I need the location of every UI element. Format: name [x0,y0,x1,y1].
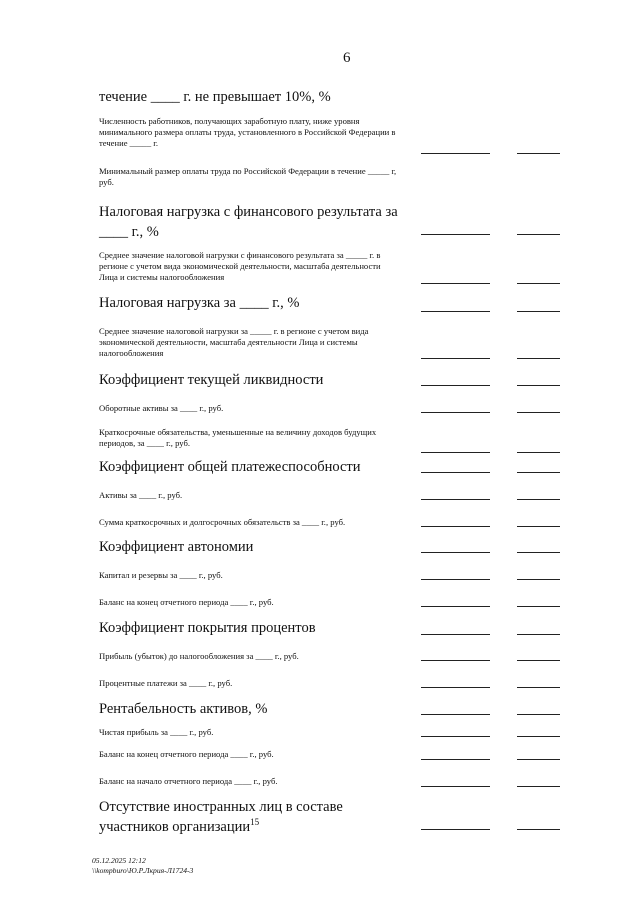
field-label [99,570,399,581]
field-label-text: Процентные платежи за ____ г., руб. [99,678,233,688]
field-label [99,727,399,738]
value-blank-col1[interactable] [421,759,490,760]
field-label [99,597,399,608]
value-blank-col2[interactable] [517,687,560,688]
field-label [99,538,409,558]
value-blank-col1[interactable] [421,687,490,688]
field-label-text: Коэффициент автономии [99,539,254,555]
field-label-text: течение ____ г. не превышает 10%, % [99,89,331,105]
field-label-text: Баланс на конец отчетного периода ____ г., руб. [99,749,274,759]
value-blank-col1[interactable] [421,472,490,473]
field-label [99,678,399,689]
value-blank-col2[interactable] [517,452,560,453]
value-blank-col1[interactable] [421,452,490,453]
field-label [99,749,399,760]
field-label [99,203,409,242]
field-label-text: Коэффициент текущей ликвидности [99,372,324,388]
field-label [99,250,399,283]
value-blank-col1[interactable] [421,358,490,359]
value-blank-col1[interactable] [421,579,490,580]
field-label-text: Прибыль (убыток) до налогообложения за ____ г., руб. [99,651,299,661]
field-label-text: Коэффициент общей платежеспособности [99,459,361,475]
value-blank-col2[interactable] [517,499,560,500]
field-label-text: Среднее значение налоговой нагрузки за _____ г. в регионе с учетом вида экономической деятельности, масштаба деятельности Лица и системы налогообложения [99,326,369,358]
value-blank-col2[interactable] [517,714,560,715]
value-blank-col2[interactable] [517,153,560,154]
field-label [99,326,399,359]
value-blank-col1[interactable] [421,385,490,386]
value-blank-col1[interactable] [421,660,490,661]
value-blank-col2[interactable] [517,311,560,312]
field-label [99,490,399,501]
value-blank-col1[interactable] [421,499,490,500]
field-label [99,619,409,639]
value-blank-col2[interactable] [517,412,560,413]
value-blank-col1[interactable] [421,526,490,527]
value-blank-col1[interactable] [421,234,490,235]
field-label-text: Чистая прибыль за ____ г., руб. [99,727,214,737]
value-blank-col2[interactable] [517,759,560,760]
field-label-text: Активы за ____ г., руб. [99,490,183,500]
value-blank-col1[interactable] [421,829,490,830]
field-label [99,458,409,478]
value-blank-col2[interactable] [517,579,560,580]
field-label-text: Налоговая нагрузка за ____ г., % [99,295,300,311]
value-blank-col1[interactable] [421,714,490,715]
value-blank-col2[interactable] [517,526,560,527]
field-label [99,651,399,662]
field-label [99,427,399,449]
field-label-text: Баланс на начало отчетного периода ____ г., руб. [99,776,278,786]
field-label-text: Сумма краткосрочных и долгосрочных обязательств за ____ г., руб. [99,517,346,527]
value-blank-col2[interactable] [517,552,560,553]
field-label-text: Оборотные активы за ____ г., руб. [99,403,224,413]
value-blank-col1[interactable] [421,311,490,312]
value-blank-col1[interactable] [421,283,490,284]
page-number: 6 [343,50,351,66]
value-blank-col1[interactable] [421,786,490,787]
field-label [99,403,399,414]
field-label [99,776,399,787]
field-label-text: Баланс на конец отчетного периода ____ г., руб. [99,597,274,607]
field-label-text: Отсутствие иностранных лиц в составе участников организации [99,799,343,835]
footer [92,856,193,877]
value-blank-col2[interactable] [517,283,560,284]
footer-path: \\kompburo\Ю.Р.Лкрия-Л1724-3 [92,866,194,876]
value-blank-col1[interactable] [421,153,490,154]
field-label [99,88,409,108]
field-label-text: Численность работников, получающих заработную плату, ниже уровня минимального размера оплаты труда, установленного в Российской Федерации в течение _____ г. [99,116,396,148]
value-blank-col2[interactable] [517,234,560,235]
field-label-text: Краткосрочные обязательства, уменьшенные на величину доходов будущих периодов, за ____ г., руб. [99,427,377,448]
field-label [99,116,399,149]
value-blank-col2[interactable] [517,472,560,473]
value-blank-col2[interactable] [517,829,560,830]
value-blank-col2[interactable] [517,358,560,359]
value-blank-col1[interactable] [421,634,490,635]
field-label-text: Налоговая нагрузка с финансового результата за ____ г., % [99,204,398,240]
value-blank-col2[interactable] [517,606,560,607]
field-label [99,294,409,314]
field-label-text: Коэффициент покрытия процентов [99,620,316,636]
footnote-marker: 15 [250,816,260,827]
value-blank-col2[interactable] [517,736,560,737]
field-label-text: Капитал и резервы за ____ г., руб. [99,570,223,580]
value-blank-col2[interactable] [517,660,560,661]
value-blank-col1[interactable] [421,736,490,737]
field-label-text: Среднее значение налоговой нагрузки с финансового результата за _____ г. в регионе с учетом вида экономической деятельности, масштаба деятельности Лица и системы налогообложения [99,250,381,282]
field-label [99,371,409,391]
field-label [99,798,409,837]
value-blank-col1[interactable] [421,412,490,413]
field-label-text: Минимальный размер оплаты труда по Российской Федерации в течение _____ г, руб. [99,166,397,187]
field-label [99,517,399,528]
footer-timestamp: 05.12.2025 12:12 [92,856,146,865]
field-label [99,166,399,188]
field-label [99,700,409,720]
value-blank-col2[interactable] [517,786,560,787]
value-blank-col1[interactable] [421,552,490,553]
value-blank-col2[interactable] [517,385,560,386]
value-blank-col2[interactable] [517,634,560,635]
field-label-text: Рентабельность активов, % [99,701,268,717]
value-blank-col1[interactable] [421,606,490,607]
